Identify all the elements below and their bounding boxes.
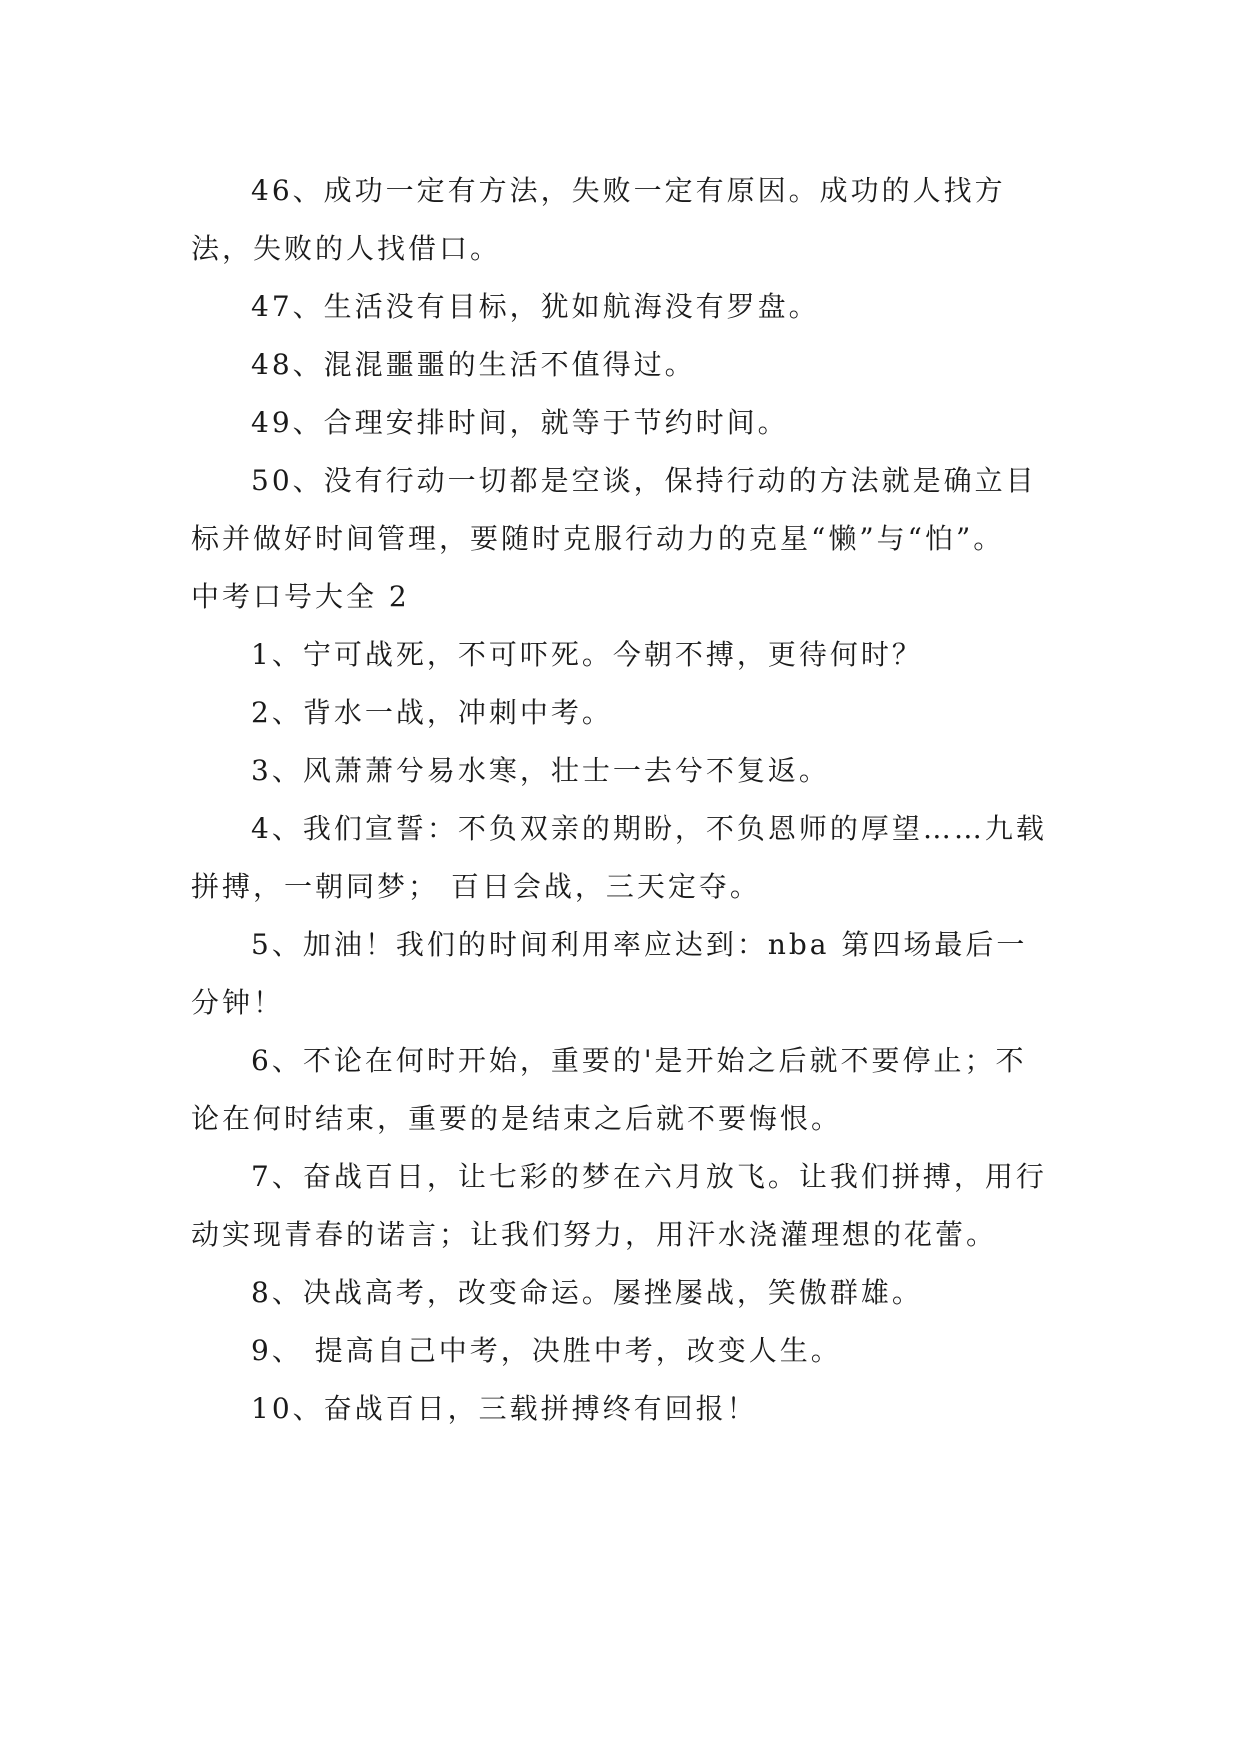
list-item-47: 47、生活没有目标，犹如航海没有罗盘。 (251, 290, 820, 323)
list-item-46: 46、成功一定有方法，失败一定有原因。成功的人找方法，失败的人找借口。 (191, 174, 1006, 265)
list-item-50: 50、没有行动一切都是空谈，保持行动的方法就是确立目标并做好时间管理，要随时克服行动力的克星“懒”与“怕”。 (191, 464, 1037, 555)
document-body (191, 162, 1047, 1438)
list-item-3: 3、风萧萧兮易水寒，壮士一去兮不复返。 (251, 754, 830, 787)
list-item-6: 6、不论在何时开始，重要的'是开始之后就不要停止；不论在何时结束，重要的是结束之后就不要悔恨。 (191, 1044, 1027, 1135)
list-item-48: 48、混混噩噩的生活不值得过。 (251, 348, 696, 381)
list-item-4: 4、我们宣誓：不负双亲的期盼，不负恩师的厚望……九载拼搏，一朝同梦； 百日会战，三天定夺。 (191, 812, 1047, 903)
list-item-10: 10、奋战百日，三载拼搏终有回报！ (251, 1392, 758, 1425)
list-item-5: 5、加油！我们的时间利用率应达到：nba 第四场最后一分钟！ (191, 928, 1028, 1019)
list-item-49: 49、合理安排时间，就等于节约时间。 (251, 406, 789, 439)
list-item-9: 9、 提高自己中考，决胜中考，改变人生。 (251, 1334, 842, 1367)
list-item-7: 7、奋战百日，让七彩的梦在六月放飞。让我们拼搏，用行动实现青春的诺言；让我们努力，用汗水浇灌理想的花蕾。 (191, 1160, 1047, 1251)
list-item-8: 8、决战高考，改变命运。屡挫屡战，笑傲群雄。 (251, 1276, 923, 1309)
list-item-2: 2、背水一战，冲刺中考。 (251, 696, 613, 729)
list-item-1: 1、宁可战死，不可吓死。今朝不搏，更待何时？ (251, 638, 923, 671)
section-heading: 中考口号大全 2 (191, 580, 410, 613)
